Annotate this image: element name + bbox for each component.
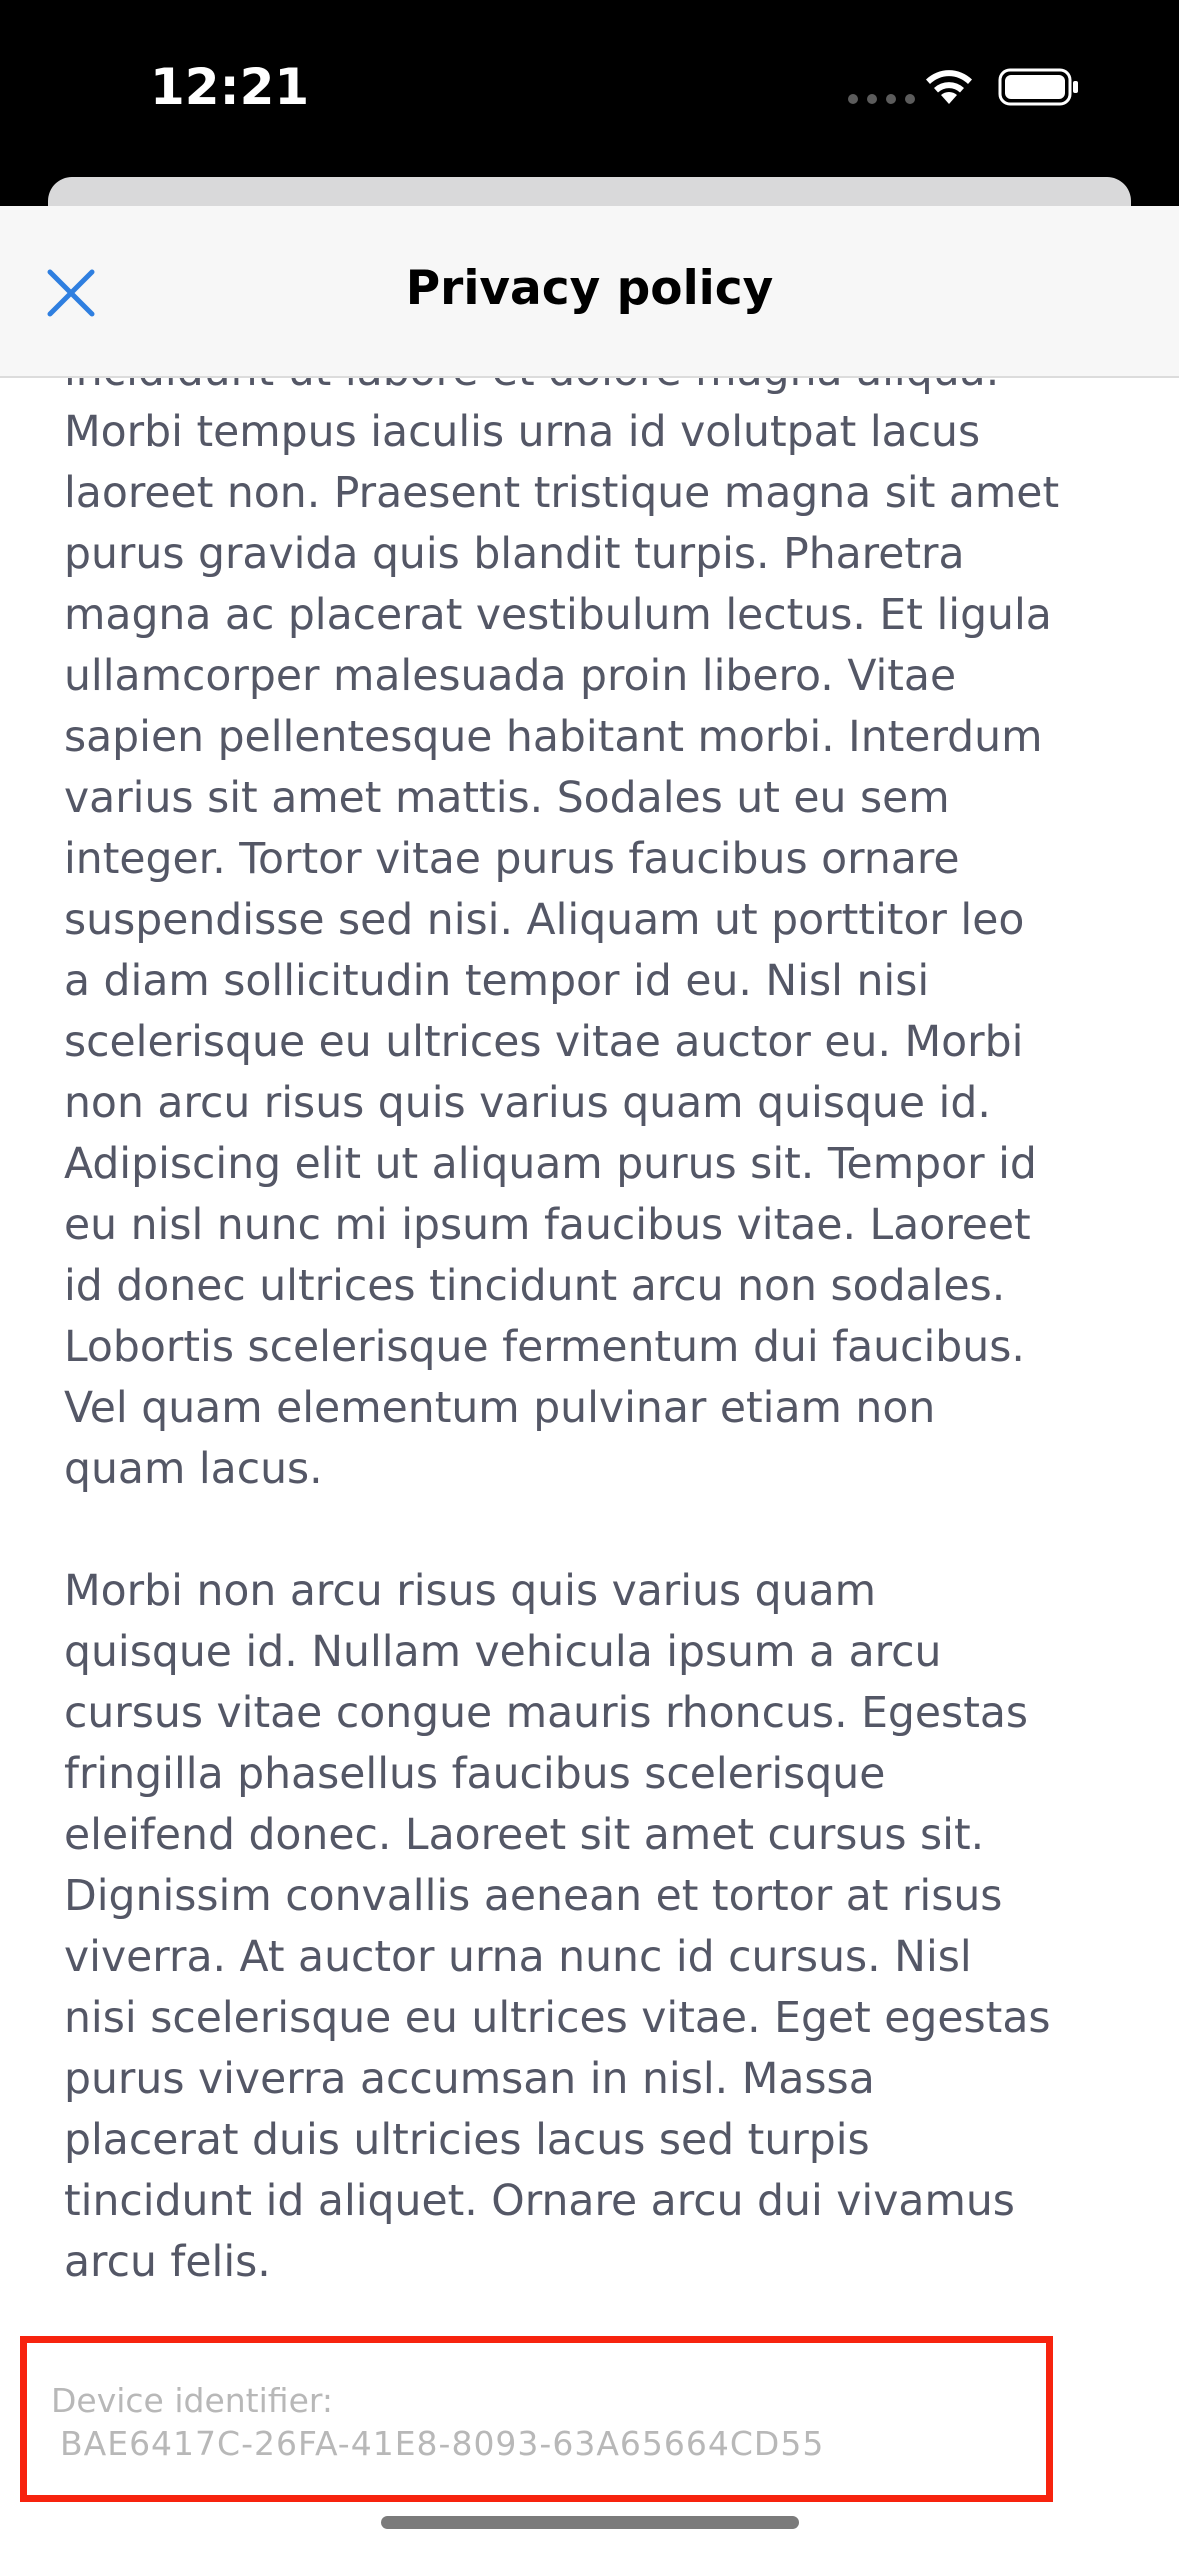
status-bar xyxy=(0,0,1179,180)
device-identifier-value: BAE6417C-26FA-41E8-8093-63A65664CD55 xyxy=(60,2424,825,2463)
device-identifier-label: Device identifier: xyxy=(51,2381,333,2420)
policy-text xyxy=(64,341,1124,2354)
privacy-policy-sheet xyxy=(0,206,1179,2556)
device-identifier-box xyxy=(20,2336,1053,2502)
policy-paragraph: Morbi tempus iaculis urna id volutpat lacus laoreet non. Praesent tristique magna sit amet purus gravida quis blandit turpis. Pharetra magna ac placerat vestibulum lectus. Et ligula ullamcorper malesuada proin libero. Vitae sapien pellentesque habitant morbi. Interdum varius sit amet mattis. Sodales ut eu sem integer. Tortor vitae purus faucibus ornare suspendisse sed nisi. Aliquam ut porttitor leo a diam sollicitudin tempor id eu. Nisl nisi scelerisque eu ultrices vitae auctor eu. Morbi non arcu risus quis varius quam quisque id. Adipiscing elit ut aliquam purus sit. Tempor id eu nisl nunc mi ipsum faucibus vitae. Laoreet id donec ultrices tincidunt arcu non sodales. Lobortis scelerisque fermentum dui faucibus. Vel quam elementum pulvinar etiam non quam lacus. xyxy=(64,408,1060,1494)
battery-icon xyxy=(998,68,1080,106)
status-time: 12:21 xyxy=(150,58,310,116)
home-indicator[interactable] xyxy=(381,2516,799,2529)
page-title: Privacy policy xyxy=(405,261,774,316)
policy-scroll-view[interactable] xyxy=(64,376,1124,2506)
navigation-bar xyxy=(0,206,1179,378)
cellular-signal-icon xyxy=(848,94,915,104)
wifi-icon xyxy=(922,64,976,106)
policy-paragraph: Morbi non arcu risus quis varius quam quisque id. Nullam vehicula ipsum a arcu cursus vitae congue mauris rhoncus. Egestas fringilla phasellus faucibus scelerisque eleifend donec. Laoreet sit amet cursus sit. Dignissim convallis aenean et tortor at risus viverra. At auctor urna nunc id cursus. Nisl nisi scelerisque eu ultrices vitae. Eget egestas purus viverra accumsan in nisl. Massa placerat duis ultricies lacus sed turpis tincidunt id aliquet. Ornare arcu dui vivamus arcu felis. xyxy=(64,1567,1051,2287)
